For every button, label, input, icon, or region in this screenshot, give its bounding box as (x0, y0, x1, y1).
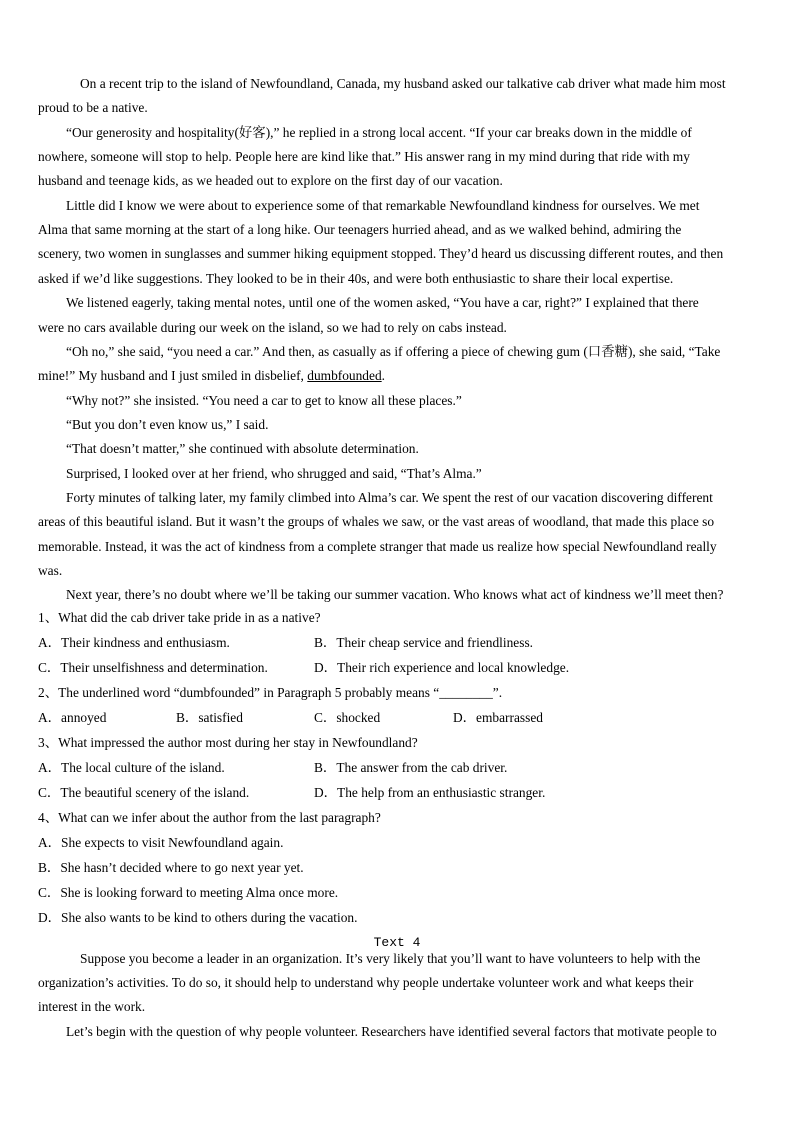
answer-option: A．Their kindness and enthusiasm. (38, 635, 230, 650)
passage-line: Let’s begin with the question of why people volunteer. Researchers have identified several factors that motivate people to (66, 1024, 717, 1039)
passage-line: asked if we’d like suggestions. They looked to be in their 40s, and were both enthusiastic to share their local expertise. (38, 271, 674, 286)
answer-option: B．She hasn’t decided where to go next year yet. (38, 860, 304, 875)
passage-line: “Our generosity and hospitality(好客),” he replied in a strong local accent. “If your car breaks down in the middle of (66, 125, 692, 140)
passage-line: Little did I know we were about to experience some of that remarkable Newfoundland kindness for ourselves. We met (66, 198, 700, 213)
answer-option: D．The help from an enthusiastic stranger. (314, 785, 546, 800)
answer-option: D．Their rich experience and local knowledge. (314, 660, 570, 675)
passage-line: We listened eagerly, taking mental notes, until one of the women asked, “You have a car, right?” I explained that there (66, 295, 699, 310)
answer-option: C．She is looking forward to meeting Alma once more. (38, 885, 339, 900)
answer-option: B．Their cheap service and friendliness. (314, 635, 534, 650)
answer-option: A．annoyed (38, 710, 107, 725)
line-text: . (381, 368, 386, 383)
passage-line: was. (38, 563, 63, 578)
answer-option: A．She expects to visit Newfoundland again. (38, 835, 284, 850)
passage-line: “But you don’t even know us,” I said. (66, 417, 269, 432)
answer-option: D．embarrassed (453, 710, 543, 725)
section-title: Text 4 (373, 935, 421, 950)
passage-line: Alma that same morning at the start of a long hike. Our teenagers hurried ahead, and as we walked behind, admiring the (38, 222, 682, 237)
question-stem: 4、What can we infer about the author from the last paragraph? (38, 810, 381, 825)
passage-line (38, 367, 385, 385)
answer-option: D．She also wants to be kind to others during the vacation. (38, 910, 358, 925)
passage-line: areas of this beautiful island. But it wasn’t the groups of whales we saw, or the vast areas of woodland, that made this place so (38, 514, 715, 529)
passage-line: “Oh no,” she said, “you need a car.” And then, as casually as if offering a piece of chewing gum (口香糖), she said, “Take (66, 344, 721, 359)
passage-line: Next year, there’s no doubt where we’ll be taking our summer vacation. Who knows what act of kindness we’ll meet then? (66, 587, 724, 602)
passage-line: were no cars available during our week on the island, so we had to rely on cabs instead. (38, 320, 507, 335)
passage-line: memorable. Instead, it was the act of kindness from a complete stranger that made us realize how special Newfoundland really (38, 539, 717, 554)
question-stem: 1、What did the cab driver take pride in as a native? (38, 610, 321, 625)
passage-line: nowhere, someone will stop to help. People here are kind like that.” His answer rang in my mind during that ride with my (38, 149, 690, 164)
answer-option: C．The beautiful scenery of the island. (38, 785, 250, 800)
passage-line: Suppose you become a leader in an organization. It’s very likely that you’ll want to have volunteers to help with the (80, 951, 701, 966)
answer-option: C．Their unselfishness and determination. (38, 660, 268, 675)
passage-line: husband and teenage kids, as we headed out to explore on the first day of our vacation. (38, 173, 503, 188)
question-stem: 2、The underlined word “dumbfounded” in Paragraph 5 probably means “________”. (38, 685, 503, 700)
passage-line: Surprised, I looked over at her friend, who shrugged and said, “That’s Alma.” (66, 466, 482, 481)
answer-option: B．satisfied (176, 710, 243, 725)
passage-line: “Why not?” she insisted. “You need a car to get to know all these places.” (66, 393, 462, 408)
line-text: mine!” My husband and I just smiled in disbelief, (38, 368, 308, 383)
passage-line: organization’s activities. To do so, it should help to understand why people undertake volunteer work and what keeps their (38, 975, 694, 990)
answer-option: A．The local culture of the island. (38, 760, 225, 775)
answer-option: B．The answer from the cab driver. (314, 760, 508, 775)
underlined-word: dumbfounded (307, 368, 382, 383)
passage-line: interest in the work. (38, 999, 146, 1014)
passage-line: On a recent trip to the island of Newfoundland, Canada, my husband asked our talkative cab driver what made him most (80, 76, 726, 91)
passage-line: scenery, two women in sunglasses and summer hiking equipment stopped. They’d heard us discussing different routes, and then (38, 246, 724, 261)
passage-line: “That doesn’t matter,” she continued with absolute determination. (66, 441, 419, 456)
answer-option: C．shocked (314, 710, 381, 725)
passage-line: Forty minutes of talking later, my family climbed into Alma’s car. We spent the rest of our vacation discovering different (66, 490, 713, 505)
passage-line: proud to be a native. (38, 100, 148, 115)
question-stem: 3、What impressed the author most during her stay in Newfoundland? (38, 735, 418, 750)
